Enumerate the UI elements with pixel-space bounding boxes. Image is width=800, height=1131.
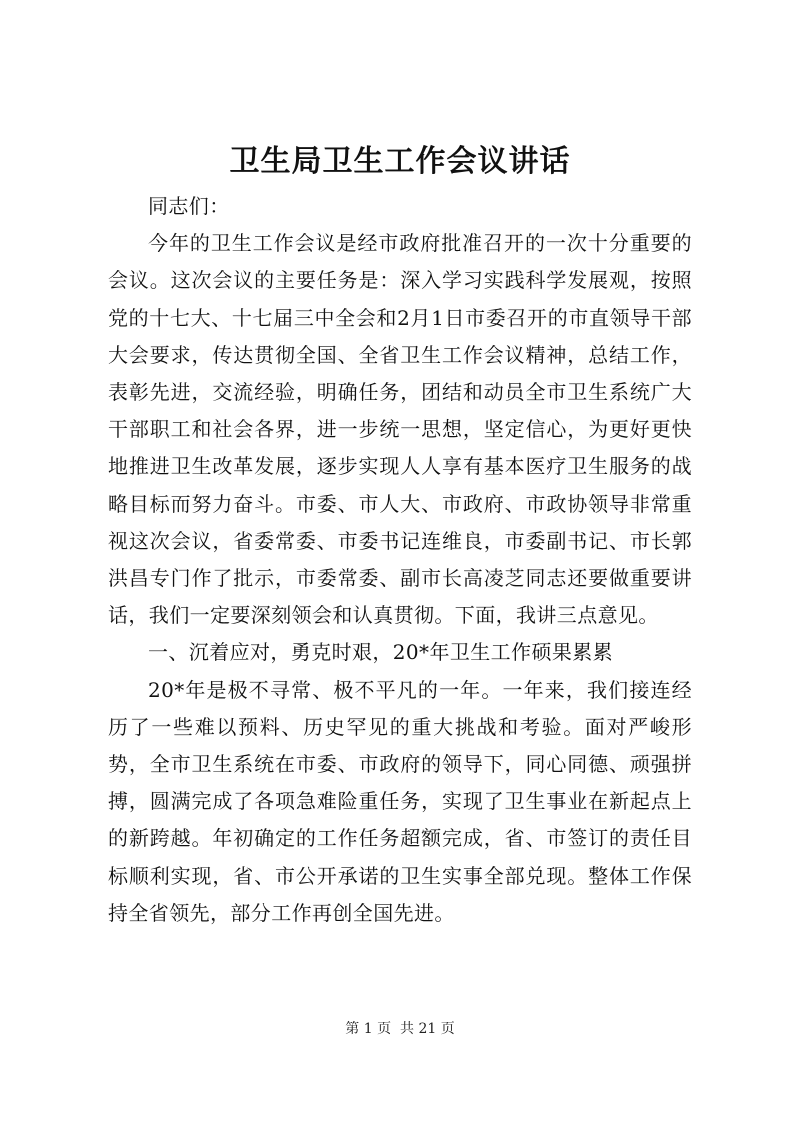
page-number-footer	[0, 1019, 800, 1039]
section-heading: 一、沉着应对，勇克时艰，20*年卫生工作硕果累累	[148, 640, 614, 665]
intro-paragraph: 今年的卫生工作会议是经市政府批准召开的一次十分重要的会议。这次会议的主要任务是：深入学习实践科学发展观，按照党的十七大、十七届三中全会和2月1日市委召开的市直领导干部大会要求，传达贯彻全国、全省卫生工作会议精神，总结工作，表彰先进，交流经验，明确任务，团结和动员全市卫生系统广大干部职工和社会各界，进一步统一思想，坚定信心，为更好更快地推进卫生改革发展，逐步实现人人享有基本医疗卫生服务的战略目标而努力奋斗。市委、市人大、市政府、市政协领导非常重视这次会议，省委常委、市委书记连维良，市委副书记、市长郭洪昌专门作了批示，市委常委、副市长高凌芝同志还要做重要讲话，我们一定要深刻领会和认真贯彻。下面，我讲三点意见。	[108, 231, 692, 628]
salutation-paragraph: 同志们：	[148, 194, 230, 218]
body-paragraph: 20*年是极不寻常、极不平凡的一年。一年来，我们接连经历了一些难以预料、历史罕见的重大挑战和考验。面对严峻形势，全市卫生系统在市委、市政府的领导下，同心同德、顽强拼搏，圆满完成了各项急难险重任务，实现了卫生事业在新起点上的新跨越。年初确定的工作任务超额完成，省、市签订的责任目标顺利实现，省、市公开承诺的卫生实事全部兑现。整体工作保持全省领先，部分工作再创全国先进。	[108, 677, 692, 925]
document-title: 卫生局卫生工作会议讲话	[229, 144, 571, 179]
page-number-label: 第 1 页 共 21 页	[345, 1021, 455, 1037]
document-body	[108, 188, 692, 932]
